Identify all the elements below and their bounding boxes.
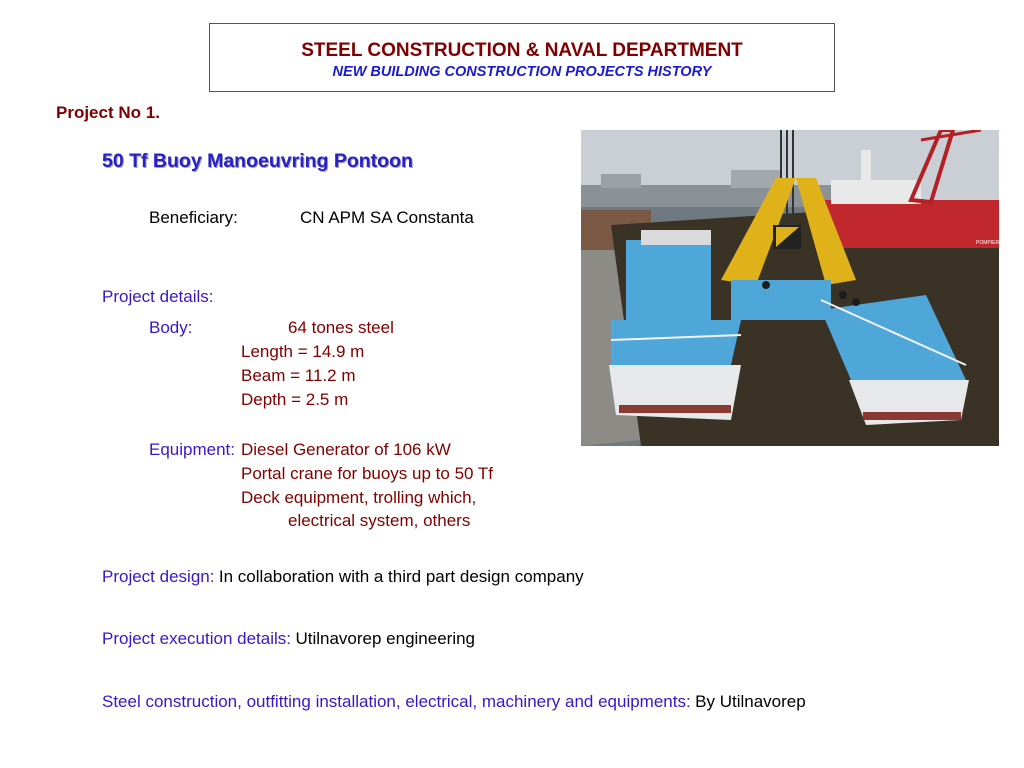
project-execution-value: Utilnavorep engineering (295, 629, 476, 648)
construction-label: Steel construction, outfitting installation, electrical, machinery and equipments: (102, 692, 691, 711)
tug-boat-hull (816, 200, 999, 248)
construction-value: By Utilnavorep (695, 692, 806, 711)
tug-side-text: POMPIER (976, 240, 999, 246)
distant-ship (601, 174, 641, 188)
construction-row (102, 692, 806, 712)
central-deck (731, 280, 831, 320)
worker (852, 298, 860, 306)
project-execution-label: Project execution details: (102, 629, 291, 648)
beneficiary-value: CN APM SA Constanta (300, 208, 474, 227)
project-details-label: Project details: (102, 287, 214, 306)
worker (762, 281, 770, 289)
worker (839, 291, 847, 299)
pontoon-photo (581, 130, 999, 446)
equipment-electrical: electrical system, others (288, 511, 471, 530)
body-label: Body: (149, 318, 193, 337)
department-subtitle: NEW BUILDING CONSTRUCTION PROJECTS HISTORY (332, 64, 712, 80)
body-length: Length = 14.9 m (241, 342, 365, 361)
body-beam: Beam = 11.2 m (241, 366, 356, 385)
equipment-deck: Deck equipment, trolling which, (241, 488, 477, 507)
equipment-generator: Diesel Generator of 106 kW (241, 440, 451, 459)
project-design-value: In collaboration with a third part design company (218, 567, 584, 586)
body-depth: Depth = 2.5 m (241, 390, 349, 409)
left-deckhouse-roof (641, 230, 711, 245)
tug-superstructure (831, 180, 921, 204)
project-design-label: Project design: (102, 567, 215, 586)
right-pontoon-waterline (863, 412, 961, 420)
project-design-row (102, 567, 584, 587)
equipment-portal-crane: Portal crane for buoys up to 50 Tf (241, 464, 493, 483)
pontoon-photo-illustration (581, 130, 999, 446)
project-number: Project No 1. (56, 103, 160, 122)
left-pontoon-waterline (619, 405, 731, 413)
project-execution-row (102, 629, 475, 649)
left-deckhouse (626, 240, 711, 350)
header-box (209, 23, 835, 92)
beneficiary-label: Beneficiary: (149, 208, 238, 227)
project-title: 50 Tf Buoy Manoeuvring Pontoon (102, 150, 413, 172)
equipment-label: Equipment: (149, 440, 235, 459)
body-steel-weight: 64 tones steel (288, 318, 394, 337)
tug-mast (861, 150, 871, 182)
department-title: STEEL CONSTRUCTION & NAVAL DEPARTMENT (301, 40, 743, 61)
